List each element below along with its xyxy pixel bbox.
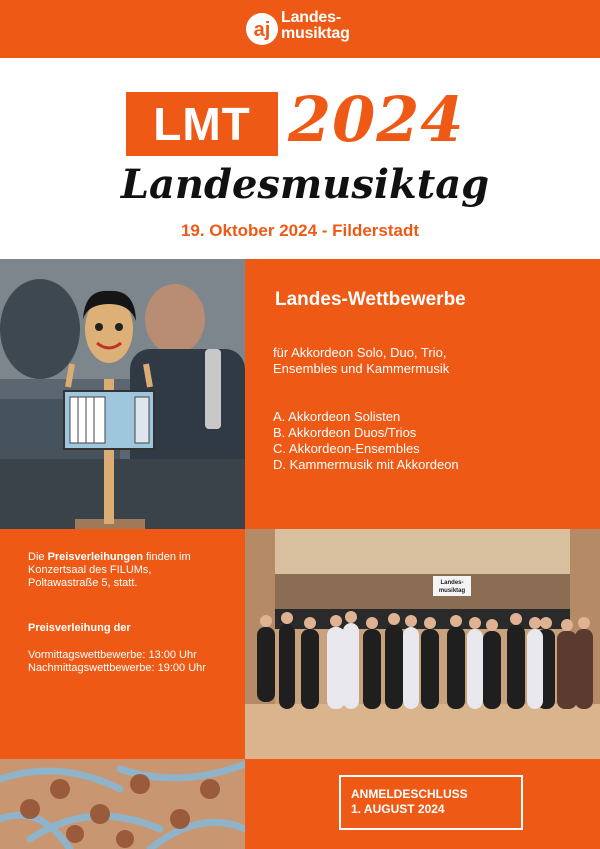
afternoon-time: Nachmittagswettbewerbe: 19:00 Uhr <box>28 662 206 674</box>
intro-prefix: Die <box>28 551 48 563</box>
intro-suffix: finden im <box>142 551 191 563</box>
date-location: 19. Oktober 2024 - Filderstadt <box>180 221 420 240</box>
intro-bold: Preisverleihungen <box>47 551 143 563</box>
category-item-b: B. Akkordeon Duos/Trios <box>273 425 417 440</box>
competitions-title: Landes-Wettbewerbe <box>275 289 466 310</box>
event-year: 2024 <box>288 83 465 156</box>
category-item-c: C. Akkordeon-Ensembles <box>273 441 420 456</box>
deadline-box <box>339 775 523 830</box>
logo-wordmark <box>281 10 350 42</box>
awards-times <box>28 649 206 675</box>
medals-photo <box>0 759 245 849</box>
svg-text:aj: aj <box>253 19 271 41</box>
category-item-d: D. Kammermusik mit Akkordeon <box>273 457 459 472</box>
awards-intro <box>28 551 238 590</box>
winners-group-photo <box>245 529 600 759</box>
logo-line-1: Landes- <box>281 9 341 26</box>
competitions-subtitle <box>273 345 449 377</box>
subtitle-line-1: für Akkordeon Solo, Duo, Trio, <box>273 345 447 360</box>
deadline-line-2: 1. AUGUST 2024 <box>351 802 445 816</box>
category-list <box>273 409 459 473</box>
morning-time: Vormittagswettbewerbe: 13:00 Uhr <box>28 649 197 661</box>
competitions-panel <box>245 259 600 529</box>
logo-line-2: musiktag <box>281 25 350 42</box>
awards-panel <box>0 529 245 759</box>
banner-line-2: musiktag <box>438 588 466 594</box>
awards-heading: Preisverleihung der <box>28 622 131 634</box>
intro-line-2: Konzertsaal des FILUMs, <box>28 564 152 576</box>
lmt-badge: LMT <box>126 92 278 156</box>
spoon-figure-photo <box>0 259 245 529</box>
deadline-panel <box>245 759 600 849</box>
intro-line-3: Poltawastraße 5, statt. <box>28 577 138 589</box>
page-title: Landesmusiktag <box>120 161 490 208</box>
deadline-line-1: ANMELDESCHLUSS <box>351 787 468 801</box>
category-item-a: A. Akkordeon Solisten <box>273 409 401 424</box>
subtitle-line-2: Ensembles und Kammermusik <box>273 361 450 376</box>
landesmusiktag-logo-icon <box>245 12 279 46</box>
banner-line-1: Landes- <box>440 580 464 586</box>
